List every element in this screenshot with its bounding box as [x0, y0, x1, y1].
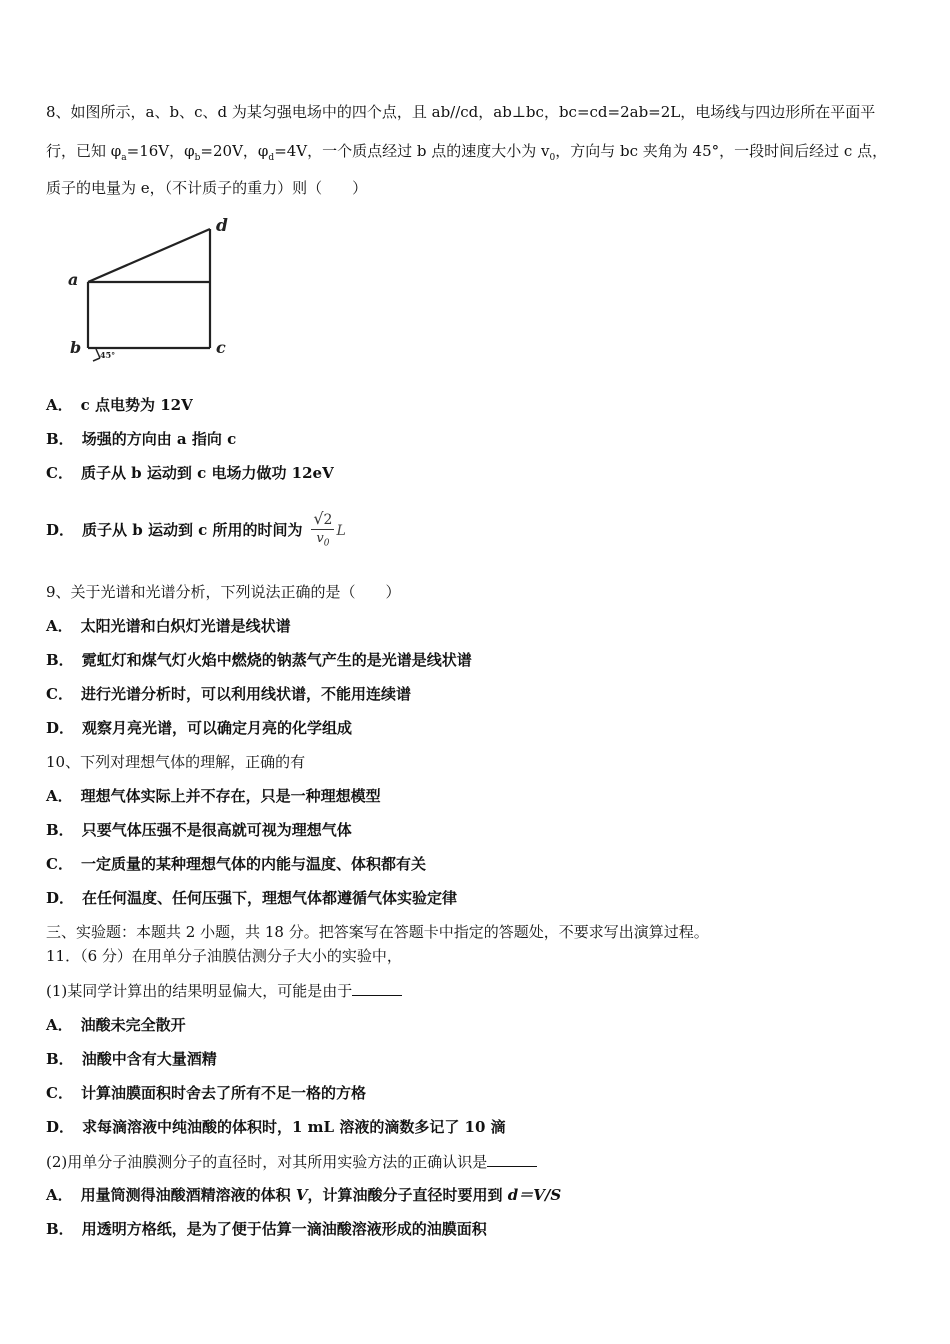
q8-figure-diagram [60, 215, 240, 365]
figure-label-d: d [216, 216, 228, 236]
section3-heading: 三、实验题：本题共 2 小题，共 18 分。把答案写在答题卡中指定的答题处，不要求写出演算过程。 [46, 923, 709, 941]
q8-stem-line2: 行，已知 $\varphi_a=16V$，$\varphi_b=20V$，$\varphi_d=4V$，一个质点经过 b 点的速度大小为 $v_0$，方向与 bc 夹角为 45°，一段时间后经过 c 点， [46, 142, 888, 163]
figure-label-c: c [216, 338, 226, 357]
answer-blank-2[interactable] [487, 1152, 537, 1167]
q9-stem: 9、关于光谱和光谱分析，下列说法正确的是（ ） [46, 583, 401, 601]
segment-ad [88, 229, 210, 282]
q11-part2-option-b: B． 用透明方格纸，是为了便于估算一滴油酸溶液形成的油膜面积 [46, 1220, 487, 1238]
q11-stem: 11．（6 分）在用单分子油膜估测分子大小的实验中， [46, 947, 402, 965]
q8-option-d: D． 质子从 b 运动到 c 所用的时间为 $\frac{√2}{v_0}$ L [46, 505, 346, 556]
q10-option-b: B． 只要气体压强不是很高就可视为理想气体 [46, 821, 352, 839]
q8-option-b: B． 场强的方向由 a 指向 c [46, 430, 237, 448]
q8-option-c: C． 质子从 b 运动到 c 电场力做功 12eV [46, 464, 334, 482]
q9-option-b: B． 霓虹灯和煤气灯火焰中燃烧的钠蒸气产生的是光谱是线状谱 [46, 651, 472, 669]
q8-stem-line1: 8、如图所示，a、b、c、d 为某匀强电场中的四个点，且 ab//cd，ab⊥bc，bc=cd=2ab=2L，电场线与四边形所在平面平 [46, 103, 876, 121]
time-formula: $\frac{√2}{v_0}$ [313, 508, 333, 549]
q8-option-a: A． c 点电势为 12V [46, 396, 193, 414]
q9-option-d: D． 观察月亮光谱，可以确定月亮的化学组成 [46, 719, 353, 737]
q11-part1: (1)某同学计算出的结果明显偏大，可能是由于 [46, 981, 402, 1001]
q10-stem: 10、下列对理想气体的理解，正确的有 [46, 753, 306, 771]
q8-stem-line3: 质子的电量为 e，（不计质子的重力）则（ ） [46, 179, 368, 197]
q9-option-c: C． 进行光谱分析时，可以利用线状谱，不能用连续谱 [46, 685, 411, 703]
q11-part1-option-d: D． 求每滴溶液中纯油酸的体积时，1 mL 溶液的滴数多记了 10 滴 [46, 1118, 506, 1136]
answer-blank-1[interactable] [352, 981, 402, 996]
q9-option-a: A． 太阳光谱和白炽灯光谱是线状谱 [46, 617, 291, 635]
q10-option-a: A． 理想气体实际上并不存在，只是一种理想模型 [46, 787, 381, 805]
q11-part2: (2)用单分子油膜测分子的直径时，对其所用实验方法的正确认识是 [46, 1152, 537, 1172]
q11-part1-option-b: B． 油酸中含有大量酒精 [46, 1050, 217, 1068]
figure-angle-label: 45° [100, 350, 116, 360]
figure-label-a: a [68, 270, 79, 289]
q10-option-d: D． 在任何温度、任何压强下，理想气体都遵循气体实验定律 [46, 889, 458, 907]
q11-part2-option-a: A． 用量筒测得油酸酒精溶液的体积 V，计算油酸分子直径时要用到 d＝V/S [46, 1186, 562, 1204]
q11-part1-option-c: C． 计算油膜面积时舍去了所有不足一格的方格 [46, 1084, 366, 1102]
figure-label-b: b [70, 338, 82, 357]
q11-part1-option-a: A． 油酸未完全散开 [46, 1016, 186, 1034]
q10-option-c: C． 一定质量的某种理想气体的内能与温度、体积都有关 [46, 855, 426, 873]
